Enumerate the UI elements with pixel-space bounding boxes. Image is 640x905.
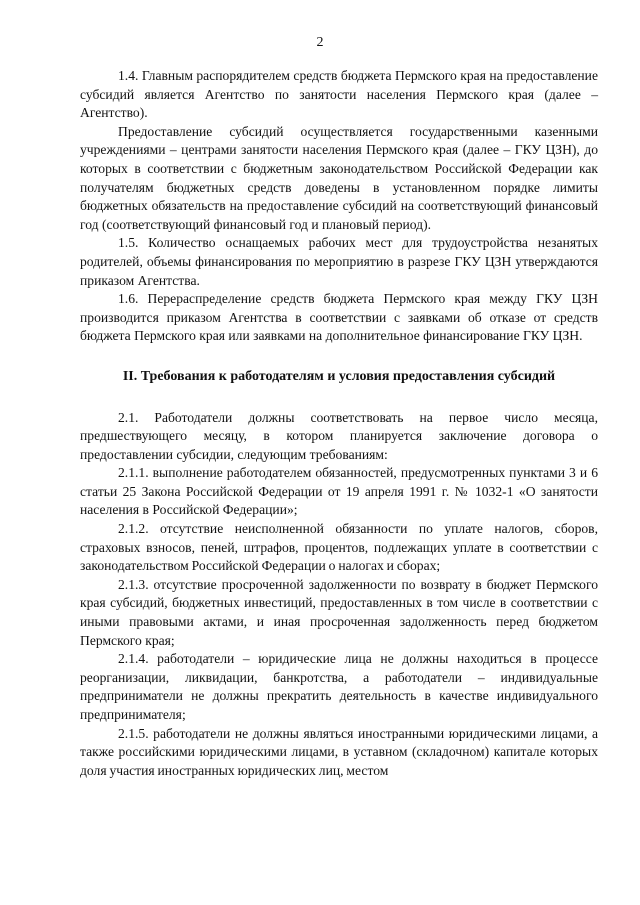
- paragraph-1-5: 1.5. Количество оснащаемых рабочих мест для трудоустройства незанятых родителей, объемы финансирования по мероприятию в разрезе ГКУ ЦЗН утверждаются приказом Агентства.: [80, 235, 598, 288]
- paragraph-2-1-5: 2.1.5. работодатели не должны являться иностранными юридическими лицами, а также российскими юридическими лицами, в уставном (складочном) капитале которых доля участия иностранных юридических лиц, местом: [80, 725, 598, 778]
- paragraph-2-1-1: 2.1.1. выполнение работодателем обязанностей, предусмотренных пунктами 3 и 6 статьи 25 Закона Российской Федерации от 19 апреля 1991 г. № 1032-1 «О занятости населения в Российской Федерации»;: [80, 465, 598, 518]
- document-body: [80, 67, 598, 780]
- paragraph-subsidy-provision: Предоставление субсидий осуществляется государственными казенными учреждениями – центрами занятости населения Пермского края (далее – ГКУ ЦЗН), до которых в соответствии с бюджетным законодательством Российской Федерации как получателям бюджетных средств доведены в установленном порядке лимиты бюджетных обязательств на предоставление субсидий на соответствующий финансовый год (соответствующий финансовый год и плановый период).: [80, 123, 598, 232]
- paragraph-2-1-3: 2.1.3. отсутствие просроченной задолженности по возврату в бюджет Пермского края субсидий, бюджетных инвестиций, предоставленных в том числе в соответствии с иными правовыми актами, и иная просроченная задолженность перед бюджетом Пермского края;: [80, 576, 598, 648]
- page-number: 2: [316, 35, 324, 50]
- paragraph-2-1-2: 2.1.2. отсутствие неисполненной обязанности по уплате налогов, сборов, страховых взносов, пеней, штрафов, процентов, подлежащих уплате в соответствии с законодательством Российской Федерации о налогах и сборах;: [80, 521, 598, 574]
- paragraph-1-4: 1.4. Главным распорядителем средств бюджета Пермского края на предоставление субсидий является Агентство по занятости населения Пермского края (далее – Агентство).: [80, 68, 598, 121]
- paragraph-1-6: 1.6. Перераспределение средств бюджета Пермского края между ГКУ ЦЗН производится приказом Агентства в соответствии с заявками об отказе от средств бюджета Пермского края или заявками на дополнительное финансирование ГКУ ЦЗН.: [80, 291, 598, 344]
- paragraph-2-1-4: 2.1.4. работодатели – юридические лица не должны находиться в процессе реорганизации, ликвидации, банкротства, а работодатели – индивидуальные предприниматели не должны прекратить деятельность в качестве индивидуального предпринимателя;: [80, 651, 598, 722]
- section-heading: II. Требования к работодателям и условия предоставления субсидий: [122, 368, 556, 384]
- paragraph-2-1: 2.1. Работодатели должны соответствовать на первое число месяца, предшествующего месяцу, в котором планируется заключение договора о предоставлении субсидии, следующим требованиям:: [80, 409, 598, 462]
